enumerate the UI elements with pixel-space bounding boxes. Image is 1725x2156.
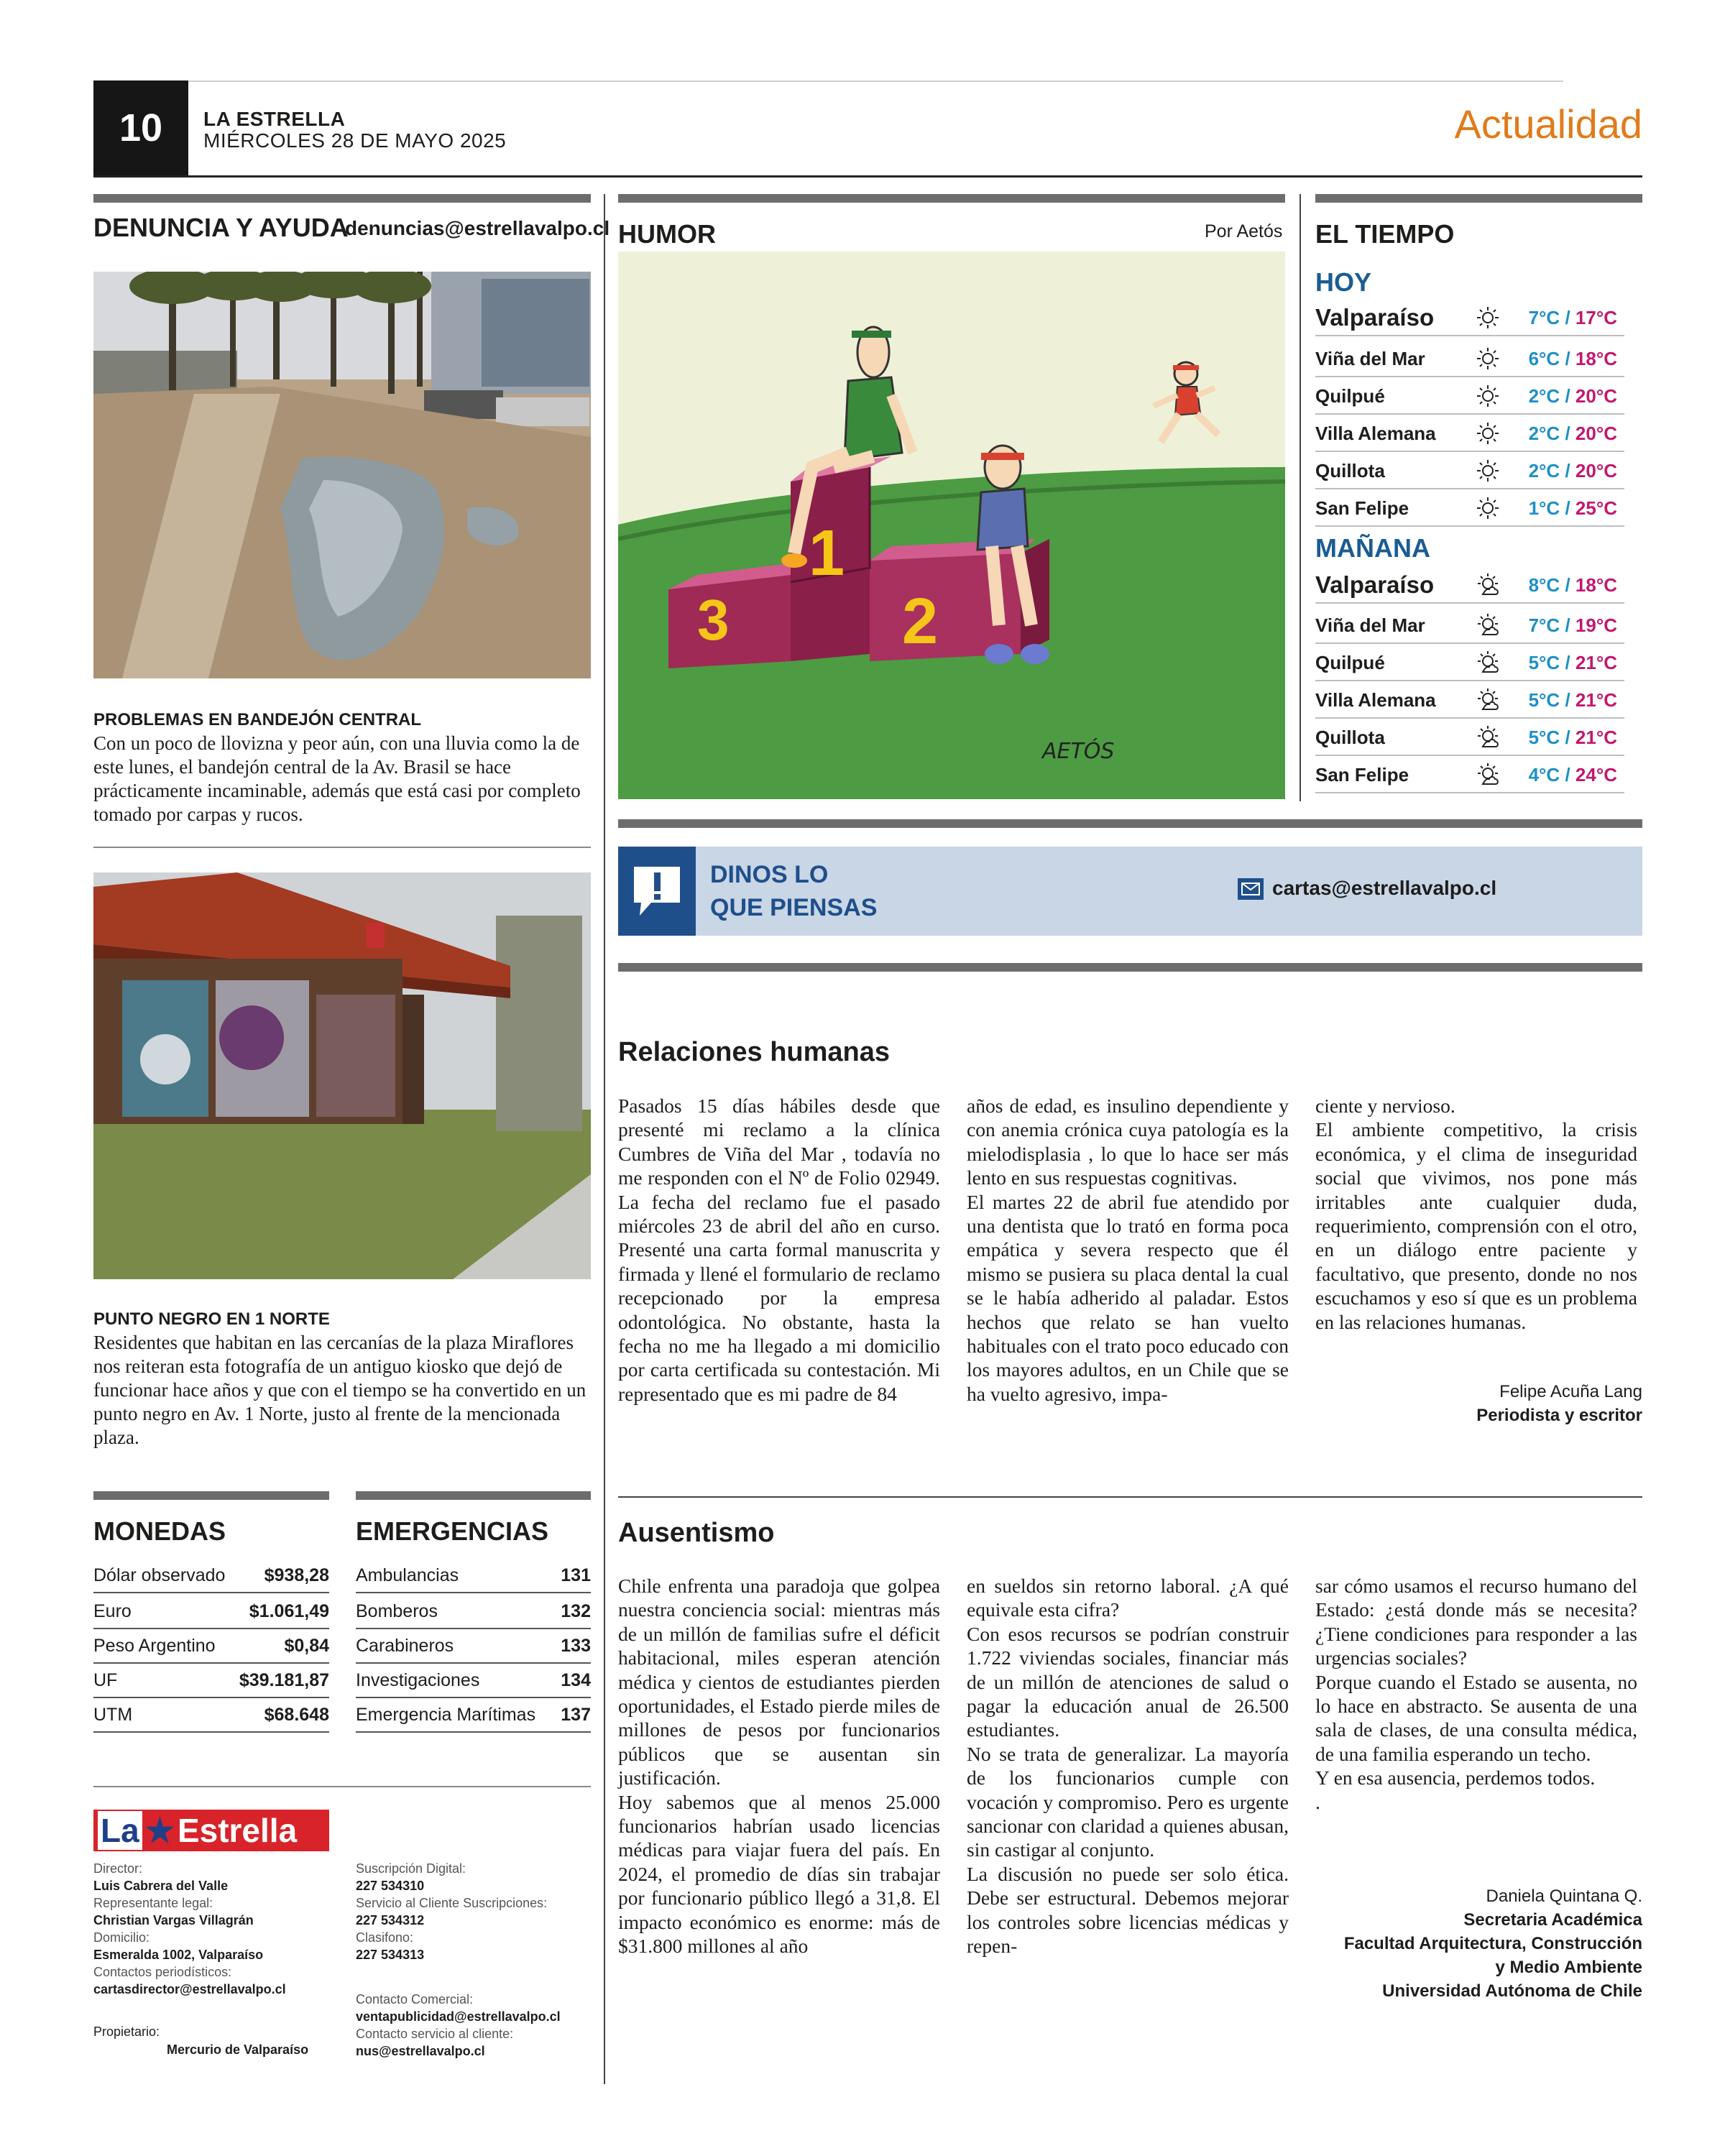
- temp-slash: /: [1565, 688, 1570, 711]
- temp-min: 4°C: [1528, 763, 1560, 786]
- temp-slash: /: [1565, 422, 1570, 444]
- weather-row: [1315, 416, 1624, 452]
- weather-city: San Felipe: [1315, 763, 1409, 786]
- sun-icon: [1466, 346, 1509, 371]
- moneda-row: [93, 1595, 329, 1629]
- weather-city: Viña del Mar: [1315, 614, 1425, 636]
- moneda-label: Euro: [93, 1601, 132, 1621]
- dinos-bottom-bar: [618, 963, 1642, 972]
- moneda-value: $68.648: [264, 1705, 329, 1725]
- temp-max: 18°C: [1575, 347, 1617, 369]
- weather-city: Villa Alemana: [1315, 422, 1436, 444]
- weather-row: [1315, 683, 1624, 719]
- weather-row: [1315, 720, 1624, 756]
- letter2-paragraph: Porque cuando el Estado se ausenta, no lo hace en abstracto. Se ausenta de una sala de clases, de una consulta médica, de una familia esperando un techo.: [1315, 1670, 1637, 1765]
- star-icon: ★: [144, 1812, 175, 1849]
- weather-city: Quilpué: [1315, 651, 1385, 673]
- suscripcion: 227 534310: [356, 1879, 425, 1893]
- comercial-label: Contacto Comercial:: [356, 1992, 474, 2007]
- propietario-label: Propietario:: [93, 2024, 160, 2039]
- letter2-paragraph: .: [1315, 1790, 1320, 1813]
- temp-slash: /: [1565, 651, 1570, 673]
- temp-slash: /: [1565, 497, 1570, 519]
- letter2-title: Ausentismo: [618, 1518, 775, 1548]
- humor-bar: [618, 194, 1285, 203]
- weather-city: San Felipe: [1315, 497, 1409, 519]
- weather-row: [1315, 341, 1624, 377]
- weather-city: Quilpué: [1315, 384, 1385, 407]
- denuncia-bar: [93, 194, 591, 203]
- weather-row: [1315, 300, 1624, 336]
- weather-row: [1315, 453, 1624, 489]
- staff-contact: [356, 1991, 593, 2060]
- moneda-value: $39.181,87: [239, 1670, 329, 1690]
- clasifono: 227 534313: [356, 1948, 425, 1962]
- letter1-col3: [1315, 1094, 1637, 1334]
- letter2-paragraph: No se trata de generalizar. La mayoría de los funcionarios cumple con vocación y compromiso. Pero es urgente sancionar con claridad a quienes abusan, sin castigar al conjunto.: [967, 1742, 1289, 1861]
- legal-label: Representante legal:: [93, 1896, 213, 1910]
- emergencias-title: EMERGENCIAS: [356, 1516, 549, 1546]
- letter1-sig-role: Periodista y escritor: [1476, 1406, 1642, 1425]
- weather-city: Quillota: [1315, 459, 1385, 482]
- logo: [93, 1810, 329, 1851]
- weather-bar: [1315, 194, 1642, 203]
- sun-icon: [1466, 305, 1509, 330]
- temp-min: 8°C: [1528, 573, 1560, 596]
- moneda-value: $938,28: [264, 1565, 329, 1585]
- moneda-row: [93, 1560, 329, 1593]
- temp-max: 17°C: [1575, 306, 1617, 328]
- temp-min: 7°C: [1528, 306, 1560, 328]
- item1-text: Con un poco de llovizna y peor aún, con una lluvia como la de este lunes, el bandejón central de la Av. Brasil se hace prácticamente incaminable, además que está casi por completo tomado por carpas y rucos.: [93, 732, 581, 825]
- alert-icon: [618, 847, 696, 936]
- weather-city: Valparaíso: [1315, 304, 1435, 331]
- temp-max: 21°C: [1575, 651, 1617, 673]
- moneda-value: $0,84: [284, 1636, 329, 1656]
- emergencia-label: Investigaciones: [356, 1670, 480, 1690]
- item1-title: PROBLEMAS EN BANDEJÓN CENTRAL: [93, 710, 422, 729]
- emergencia-label: Emergencia Marítimas: [356, 1705, 536, 1725]
- sun-cloud-icon: [1466, 573, 1509, 597]
- weather-city: Villa Alemana: [1315, 688, 1436, 711]
- letter2-paragraph: Hoy sabemos que al menos 25.000 funcionarios habrían usado licencias médicas para viajar fuera del país. En 2024, el promedio de días sin trabajar por funcionario público llegó a 31,8. El impacto económico es enorme: más de $31.800 millones al año: [618, 1790, 940, 1958]
- moneda-row: [93, 1664, 329, 1698]
- podium-1: 1: [809, 517, 845, 589]
- moneda-value: $1.061,49: [249, 1601, 329, 1621]
- sun-cloud-icon: [1466, 613, 1509, 637]
- letter2-col2: [967, 1574, 1289, 1958]
- column-divider-left: [604, 194, 605, 2084]
- letter2-paragraph: en sueldos sin retorno laboral. ¿A qué equivale esta cifra?: [967, 1575, 1289, 1621]
- weather-tomorrow-label: MAÑANA: [1315, 533, 1430, 563]
- letter1-paragraph: ciente y nervioso.: [1315, 1095, 1455, 1117]
- suscripcion-label: Suscripción Digital:: [356, 1861, 466, 1876]
- emergencia-row: [356, 1630, 591, 1664]
- emergencia-number[interactable]: 131: [561, 1565, 591, 1585]
- letter2-sig-name: Daniela Quintana Q.: [1486, 1886, 1642, 1906]
- monedas-title: MONEDAS: [93, 1516, 226, 1546]
- temp-max: 20°C: [1575, 459, 1617, 482]
- letter2-col1: [618, 1574, 940, 1958]
- domicilio: Esmeralda 1002, Valparaíso: [93, 1948, 264, 1962]
- weather-row: [1315, 608, 1624, 644]
- cartoon-signature: AETÓS: [1042, 739, 1115, 764]
- emergencia-number[interactable]: 134: [561, 1670, 591, 1690]
- letter2-sig-faculty: Facultad Arquitectura, Construcción: [1343, 1934, 1642, 1953]
- letters-divider: [618, 1496, 1642, 1498]
- emergencia-label: Ambulancias: [356, 1565, 459, 1585]
- emergencia-number[interactable]: 137: [561, 1705, 591, 1725]
- humor-cartoon: [618, 252, 1285, 799]
- photo-kiosko: [93, 872, 591, 1279]
- logo-la: La: [98, 1811, 142, 1850]
- column-divider-right: [1300, 194, 1301, 801]
- weather-row: [1315, 379, 1624, 415]
- emergencia-row: [356, 1560, 591, 1593]
- letter2-sig-faculty-2: y Medio Ambiente: [1495, 1958, 1642, 1977]
- cliente-email[interactable]: nus@estrellavalpo.cl: [356, 2044, 485, 2058]
- dinos-email[interactable]: cartas@estrellavalpo.cl: [1272, 877, 1497, 899]
- sun-cloud-icon: [1466, 688, 1509, 712]
- dinos-line1: DINOS LO: [710, 861, 829, 888]
- temp-min: 7°C: [1528, 614, 1560, 636]
- temp-slash: /: [1565, 384, 1570, 407]
- logo-estrella: Estrella: [177, 1812, 298, 1849]
- cliente-label: Contacto servicio al cliente:: [356, 2027, 514, 2041]
- letter2-signature: [1344, 1884, 1642, 2003]
- letter2-paragraph: sar cómo usamos el recurso humano del Estado: ¿está donde más se necesita? ¿Tiene condiciones para responder a las urgencias sociales?: [1315, 1575, 1637, 1669]
- temp-max: 19°C: [1575, 614, 1617, 636]
- letter1-paragraph: El martes 22 de abril fue atendido por una dentista que lo trató en forma poca empática y severa respecto que él mismo se pusiera su placa dental la cual se le había adherido al paladar. Estos hechos que relato se han vuelto habituales con el trato poco educado con los mayores adultos, en un Chile que se ha vuelto agresivo, impa-: [967, 1190, 1289, 1405]
- moneda-label: Peso Argentino: [93, 1636, 216, 1656]
- monedas-bar: [93, 1491, 329, 1500]
- dinos-text: [710, 858, 877, 924]
- temp-min: 1°C: [1528, 497, 1560, 519]
- weather-row: [1315, 757, 1624, 793]
- temp-max: 21°C: [1575, 726, 1617, 748]
- temp-max: 20°C: [1575, 384, 1617, 407]
- letter1-title: Relaciones humanas: [618, 1037, 891, 1067]
- emergencia-number[interactable]: 132: [561, 1601, 591, 1621]
- temp-min: 5°C: [1528, 688, 1560, 711]
- moneda-label: UTM: [93, 1705, 133, 1725]
- temp-max: 21°C: [1575, 688, 1617, 711]
- letter2-sig-university: Universidad Autónoma de Chile: [1382, 1981, 1642, 2001]
- denuncia-title: DENUNCIA Y AYUDA: [93, 213, 349, 242]
- letter2-paragraph: La discusión no puede ser solo ética. Debe ser estructural. Debemos mejorar los controles sobre licencias médicas y repen-: [967, 1862, 1289, 1958]
- staff-divider: [93, 1786, 591, 1787]
- emergencia-label: Carabineros: [356, 1636, 454, 1656]
- section-title: Actualidad: [1454, 101, 1642, 147]
- sun-icon: [1466, 421, 1509, 446]
- emergencia-row: [356, 1664, 591, 1698]
- contactos-email[interactable]: cartasdirector@estrellavalpo.cl: [93, 1982, 286, 1996]
- emergencia-number[interactable]: 133: [561, 1636, 591, 1656]
- podium-2: 2: [902, 586, 939, 658]
- temp-slash: /: [1565, 763, 1570, 786]
- sun-cloud-icon: [1466, 763, 1509, 787]
- moneda-label: UF: [93, 1670, 118, 1690]
- letter2-sig-role: Secretaria Académica: [1463, 1910, 1642, 1930]
- humor-byline: Por Aetós: [1205, 221, 1283, 241]
- temp-slash: /: [1565, 347, 1570, 369]
- propietario: Mercurio de Valparaíso: [167, 2042, 309, 2057]
- emergencia-row: [356, 1595, 591, 1629]
- denuncia-divider: [93, 847, 591, 848]
- item2-text: Residentes que habitan en las cercanías de la plaza Miraflores nos reiteran esta fotografía de un antiguo kiosko que dejó de funcionar hace años y que con el tiempo se ha convertido en un punto negro en Av. 1 Norte, justo al frente de la mencionada plaza.: [93, 1332, 586, 1448]
- letter1-col1: [618, 1094, 940, 1406]
- photo-bandejon: [93, 272, 591, 678]
- weather-title: EL TIEMPO: [1315, 219, 1455, 249]
- director-label: Director:: [93, 1861, 143, 1876]
- sun-icon: [1466, 384, 1509, 408]
- weather-today-label: HOY: [1315, 267, 1372, 297]
- sun-icon: [1466, 459, 1509, 483]
- issue-date: MIÉRCOLES 28 DE MAYO 2025: [203, 129, 507, 152]
- paper-name: LA ESTRELLA: [203, 108, 346, 130]
- staff-right: [356, 1860, 593, 1963]
- temp-min: 2°C: [1528, 422, 1560, 444]
- dinos-banner: [618, 847, 1642, 936]
- temp-min: 5°C: [1528, 726, 1560, 748]
- comercial-email[interactable]: ventapublicidad@estrellavalpo.cl: [356, 2009, 561, 2024]
- temp-min: 5°C: [1528, 651, 1560, 673]
- emergencia-row: [356, 1699, 591, 1733]
- sun-cloud-icon: [1466, 725, 1509, 750]
- temp-slash: /: [1565, 573, 1570, 596]
- temp-slash: /: [1565, 614, 1570, 636]
- item2-title: PUNTO NEGRO EN 1 NORTE: [93, 1309, 330, 1329]
- temp-slash: /: [1565, 459, 1570, 482]
- servicio-label: Servicio al Cliente Suscripciones:: [356, 1896, 548, 1910]
- letter2-paragraph: Chile enfrenta una paradoja que golpea nuestra conciencia social: mientras más de un millón de familias sufre el déficit habitacional, miles esperan atención médica y cientos de estudiantes pierden oportunidades, el Estado pierde miles de millones de pesos por funcionarios públicos que se ausentan sin justificación.: [618, 1575, 940, 1789]
- emergencia-label: Bomberos: [356, 1601, 438, 1621]
- moneda-label: Dólar observado: [93, 1565, 226, 1585]
- legal-rep: Christian Vargas Villagrán: [93, 1913, 254, 1927]
- dinos-top-bar: [618, 819, 1642, 828]
- weather-row: [1315, 491, 1624, 527]
- dinos-line2: QUE PIENSAS: [710, 894, 878, 921]
- staff-left: [93, 1860, 338, 1998]
- temp-min: 6°C: [1528, 347, 1560, 369]
- mail-icon: [1238, 878, 1264, 900]
- letter2-paragraph: Con esos recursos se podrían construir 1.722 viviendas sociales, financiar más de un millón de atenciones de salud o pagar la educación anual de 26.500 estudiantes.: [967, 1622, 1289, 1741]
- letter1-col2: [967, 1094, 1289, 1406]
- temp-max: 24°C: [1575, 763, 1617, 786]
- letter1-sig-name: Felipe Acuña Lang: [1499, 1382, 1642, 1401]
- temp-min: 2°C: [1528, 384, 1560, 407]
- servicio: 227 534312: [356, 1913, 425, 1927]
- letter1-paragraph: años de edad, es insulino dependiente y con anemia crónica cuya patología es la mielodisplasia , lo que lo hace ser más lento en sus respuestas cognitivas.: [967, 1095, 1289, 1189]
- letter2-col3: [1315, 1574, 1637, 1814]
- letter1-paragraph: El ambiente competitivo, la crisis económica, y el clima de inseguridad social que vivimos, nos pone más irritables ante cualquier duda, requerimiento, comprensión con el otro, en un diálogo entre paciente y facultativo, que presento, donde no nos escuchamos y eso sí que es un problema en las relaciones humanas.: [1315, 1118, 1637, 1333]
- temp-max: 18°C: [1575, 573, 1617, 596]
- sun-cloud-icon: [1466, 650, 1509, 675]
- temp-max: 20°C: [1575, 422, 1617, 444]
- weather-city: Valparaíso: [1315, 571, 1435, 598]
- moneda-row: [93, 1630, 329, 1664]
- podium-3: 3: [697, 588, 730, 652]
- top-rule: [93, 80, 1563, 82]
- temp-max: 25°C: [1575, 497, 1617, 519]
- header-rule: [93, 175, 1642, 178]
- sun-icon: [1466, 496, 1509, 520]
- weather-row: [1315, 645, 1624, 681]
- weather-city: Quillota: [1315, 726, 1385, 748]
- denuncia-email[interactable]: denuncias@estrellavalpo.cl: [345, 217, 610, 239]
- clasifono-label: Clasifono:: [356, 1930, 414, 1945]
- domicilio-label: Domicilio:: [93, 1930, 150, 1945]
- letter1-paragraph: Pasados 15 días hábiles desde que presenté mi reclamo a la clínica Cumbres de Viña del Mar , todavía no me responden con el Nº de Folio 02949. La fecha del reclamo fue el pasado miércoles 23 de abril del año en curso. Presenté una carta formal manuscrita y firmada y llené el formulario de reclamo recepcionado por la empresa odontológica. No obstante, hasta la fecha no me ha llegado a mi domicilio por carta certificada su contestación. Mi representado que es mi padre de 84: [618, 1095, 940, 1405]
- temp-min: 2°C: [1528, 459, 1560, 482]
- temp-slash: /: [1565, 726, 1570, 748]
- director: Luis Cabrera del Valle: [93, 1879, 229, 1893]
- temp-slash: /: [1565, 306, 1570, 328]
- contactos-label: Contactos periodísticos:: [93, 1965, 232, 1979]
- emergencias-bar: [356, 1491, 591, 1500]
- weather-row: [1315, 568, 1624, 604]
- page-number: 10: [93, 80, 188, 175]
- letter2-paragraph: Y en esa ausencia, perdemos todos.: [1315, 1766, 1596, 1789]
- humor-title: HUMOR: [618, 219, 716, 249]
- weather-city: Viña del Mar: [1315, 347, 1425, 369]
- moneda-row: [93, 1699, 329, 1733]
- letter1-signature: [1476, 1380, 1642, 1427]
